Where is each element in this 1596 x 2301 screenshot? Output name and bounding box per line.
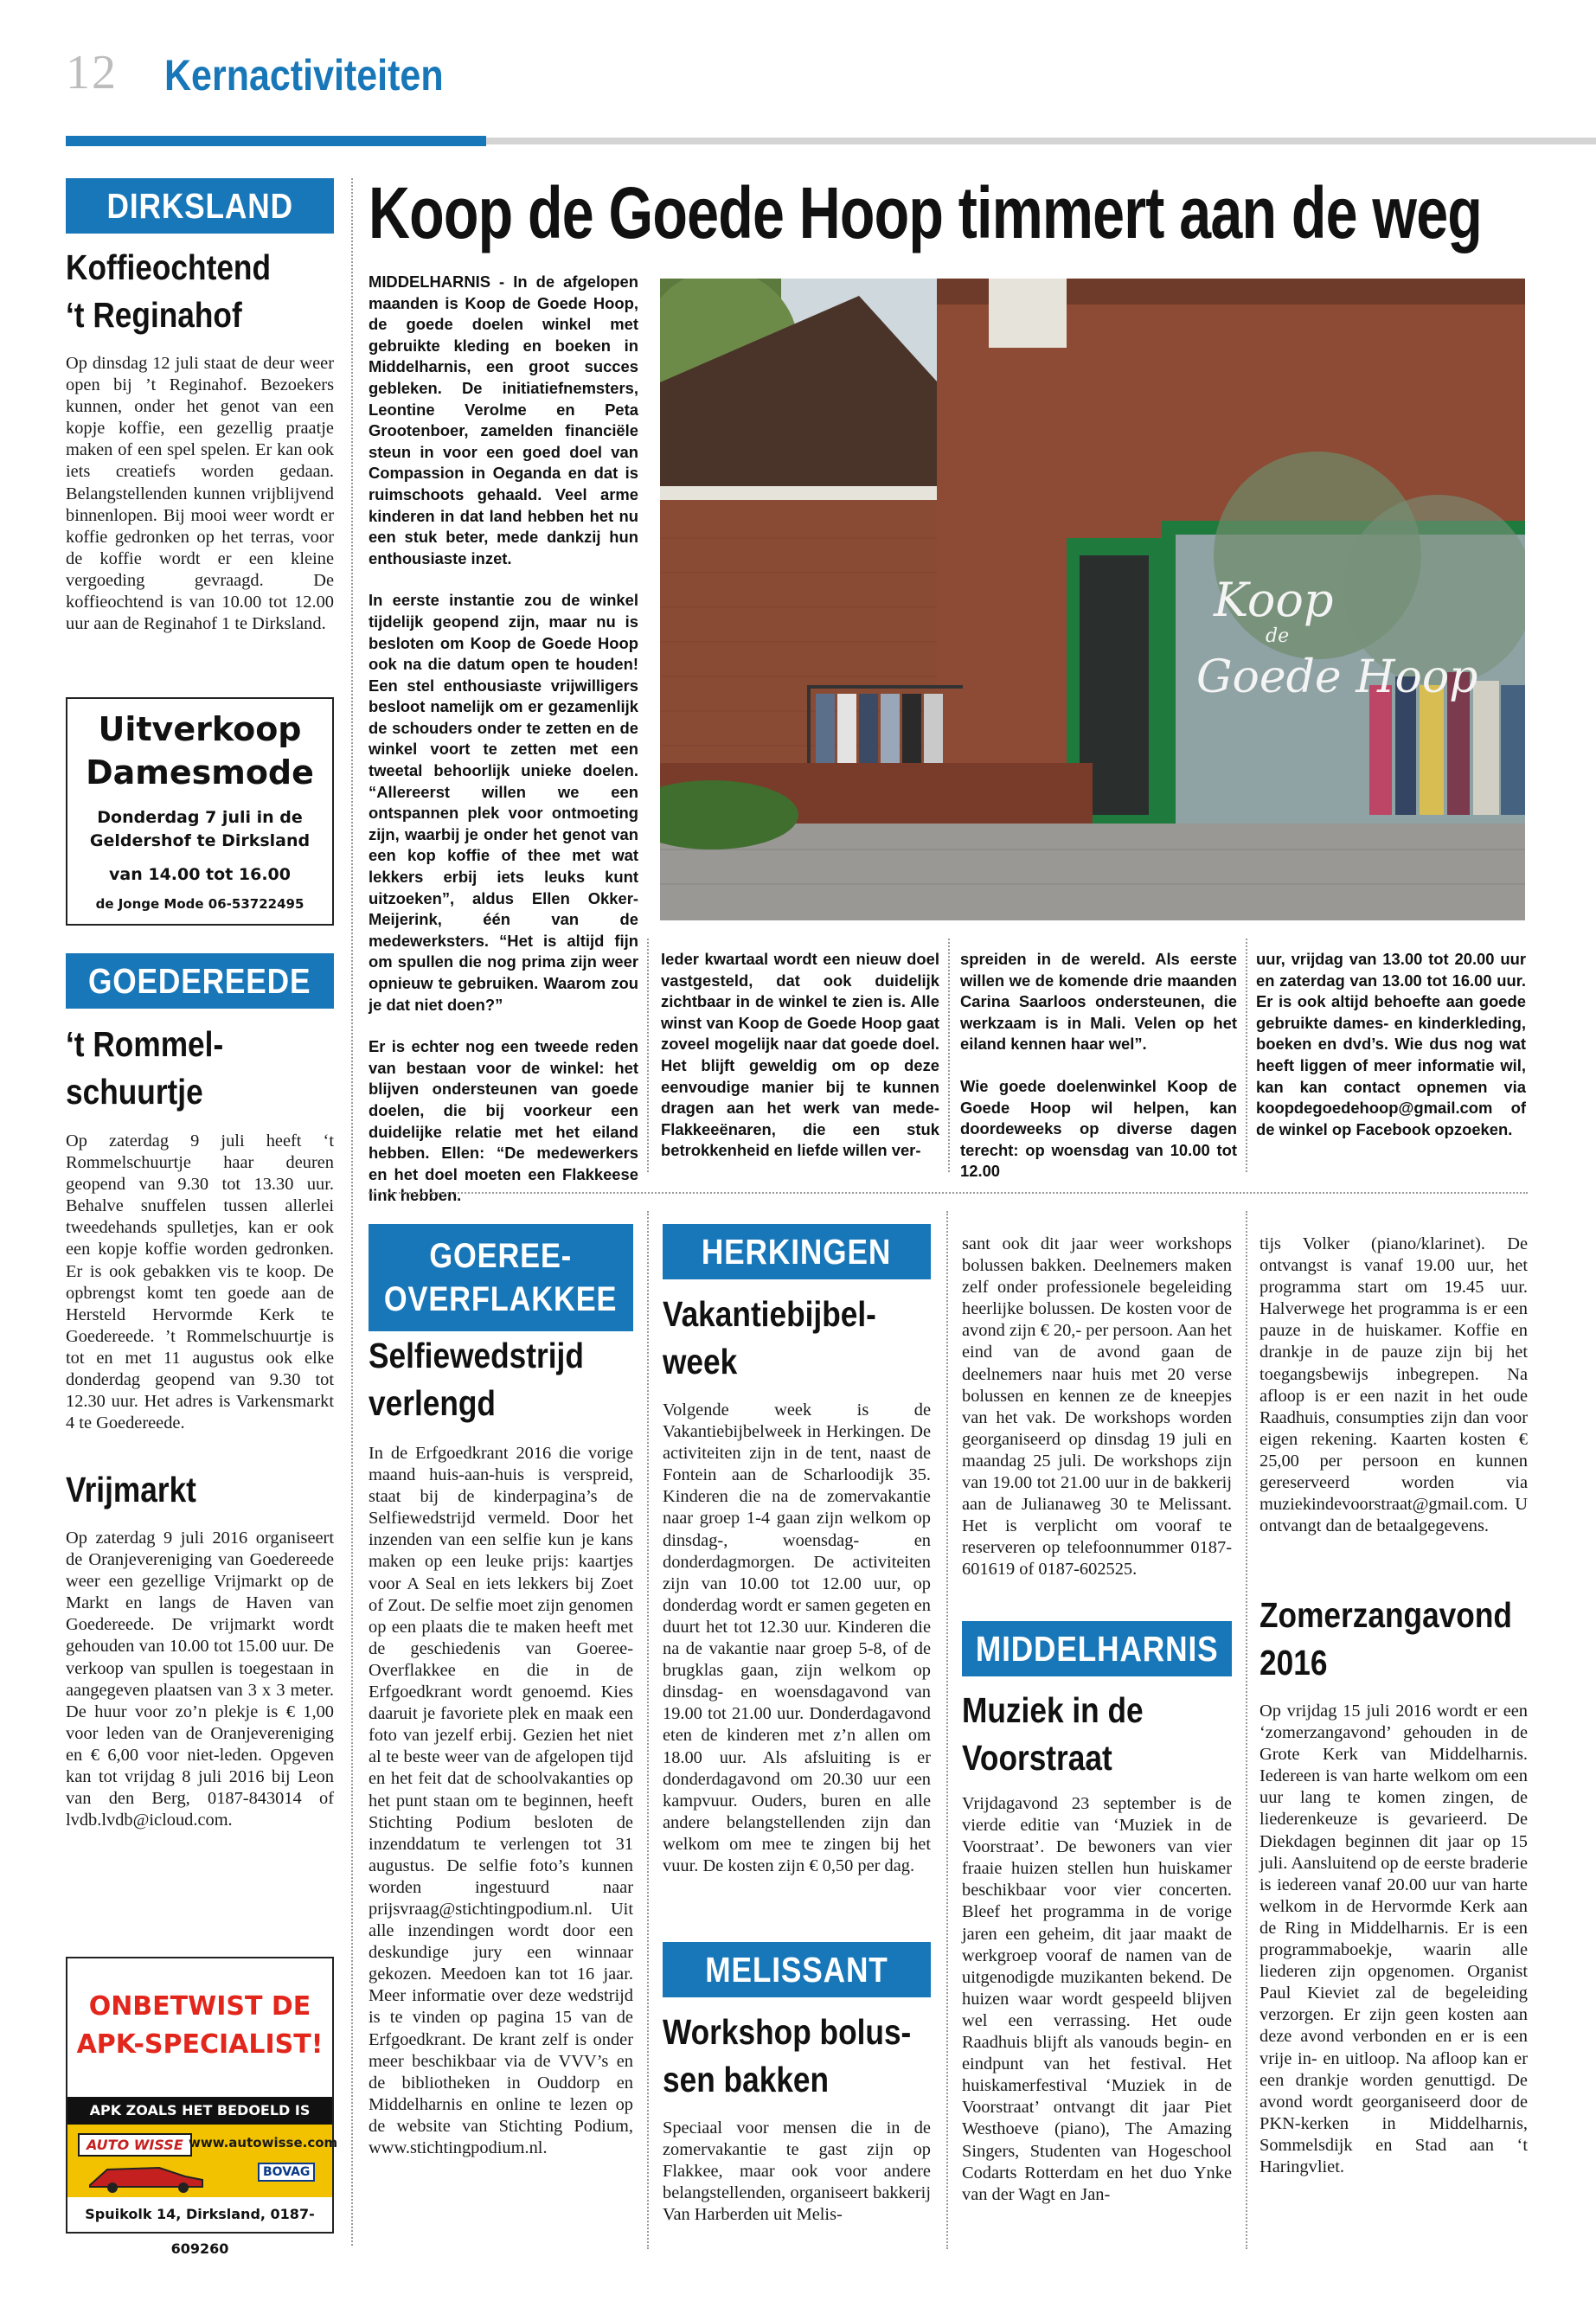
car-icon: [81, 2159, 211, 2194]
tag-middelharnis: MIDDELHARNIS: [962, 1621, 1232, 1676]
ad-apk-bovag-badge: BOVAG: [258, 2163, 315, 2182]
ad-apk-logo-band: [67, 2125, 338, 2197]
shop-sign-line1: Koop: [1214, 573, 1334, 627]
column-divider: [351, 178, 353, 2246]
headline-rommelschuurtje: ‘t Rommel- schuurtje: [66, 1024, 224, 1112]
article-muziek-voorstraat-continued: tijs Volker (piano/klarinet). De ontvangst is vanaf 19.00 uur, het programma start om 19.45 uur. Halverwege het programma is er een pauze in de huiskamer. Koffie en drankje in de pauze zijn bij het toegangsbewijs inbegrepen. Na afloop is er een nazit in het oude Raadhuis, consumpties zijn dan voor eigen rekening. Kaarten kosten € 25,00 per persoon en kunnen gereserveerd worden via muziekindevoorstraat@gmail.com. U ontvangt dan de betaalgegevens.: [1259, 1234, 1528, 1536]
shop-sign-line3: Goede Hoop: [1196, 651, 1478, 703]
ad-uitverkoop-location: Geldershof te Dirksland: [89, 831, 311, 850]
headline-vrijmarkt: Vrijmarkt: [66, 1470, 196, 1509]
article-workshop-bolussen: Speciaal voor mensen die in de zomervakantie te gast zijn op Flakkee, maar ook voor andere belangstellenden, organiseert bakkerij Van Harberden uit Melis-: [663, 2118, 931, 2225]
ad-uitverkoop-date: Donderdag 7 juli in de: [97, 808, 303, 827]
main-divider-3: [1246, 939, 1247, 1172]
main-divider-1: [647, 939, 649, 1172]
article-vakantiebijbelweek: Volgende week is de Vakantiebijbelweek in Herkingen. De activiteiten zijn in de tent, naast de Fontein aan de Scharloodijk 35. Kinderen die na de zomervakantie naar groep 1-4 gaan zijn welkom op dinsdag-, woensdag- en donderdagmorgen. De activiteiten zijn van 10.00 tot 12.00 uur, op donderdag wordt er samen gegeten en duurt het tot 12.30 uur. Kinderen die na de vakantie naar groep 5-8, of de brugklas gaan, zijn welkom op dinsdag- en woensdagavond van 19.00 tot 21.00 uur. Donderdagavond eten de kinderen met z’n allen om 18.00 uur. Als afsluiting is er donderdagavond om 20.30 uur een kampvuur. Ouders, buren en alle andere belangstellenden zijn dan welkom om mee te zingen bij het vuur. De kosten zijn € 0,50 per dag.: [663, 1400, 931, 1875]
main-column-3: spreiden in de wereld. Als eerste willen we de komende drie maanden Carina Saarloos ondersteunen, die werkzaam is in Mali. Velen op het eiland kennen haar wel”. Wie goede doelenwinkel Koop de Goede Hoop wil helpen, kan doordeweeks op diverse dagen terecht: op woensdag van 10.00 tot 12.00: [960, 950, 1237, 1181]
main-lead-column: [369, 272, 638, 1227]
main-lead-reason: Er is echter nog een tweede reden van bestaan voor de winkel: het blijven ondersteunen van goede doelen, die bij voorkeur een duidelijke relatie met het eiland hebben. Ellen: “De medewerkers en het doel moeten een Flakkeese link hebben.: [369, 1037, 638, 1205]
main-column-4: uur, vrijdag van 13.00 tot 20.00 uur en zaterdag van 13.00 tot 16.00 uur. Er is ook altijd behoefte aan goede gebruikte dames- en kinderkleding, boeken en dvd’s. Wie dus nog wat heeft liggen of meer informatie wil, kan kan contact opnemen via koopdegoedehoop@gmail.com of de winkel op Facebook opzoeken.: [1256, 950, 1526, 1138]
lower-divider-1: [647, 1211, 649, 2249]
ad-apk-address: Spuikolk 14, Dirksland, 0187-609260: [67, 2197, 332, 2232]
article-rommelschuurtje: Op zaterdag 9 juli heeft ‘t Rommelschuurtje haar deuren geopend van 9.30 tot 13.30 uur. Behalve snuffelen tussen allerlei tweedehands spulletjes, kan er ook een kopje koffie worden gedronken. Er is ook gebakken vis te koop. De opbrengst komt ten goede aan de Hersteld Hervormde Kerk te Goedereede. ’t Rommelschuurtje is tot en met 11 augustus ook elke donderdag geopend van 9.30 tot 12.30 uur. Het adres is Varkensmarkt 4 te Goedereede.: [66, 1131, 334, 1433]
main-headline: Koop de Goede Hoop timmert aan de weg: [369, 172, 1483, 253]
shop-sign-line2: de: [1266, 625, 1290, 647]
article-zomerzangavond: Op vrijdag 15 juli 2016 wordt er een ‘zomerzangavond’ gehouden in de Grote Kerk van Middelharnis. Iedereen is van harte welkom om een uur lang te komen zingen, de liederenkeuze is gevarieerd. De Diekdagen beginnen dit jaar op 15 juli. Aansluitend op de eerste braderie is iedereen vanaf 20.00 uur van harte welkom in de Hervormde Kerk aan de Ring in Middelharnis. Er is een programmaboekje, waarin alle liederen zijn opgenomen. Organist Paul Kieviet zal de begeleiding verzorgen. Er zijn geen kosten aan deze avond verbonden en er is een vrije in- en uitloop. Na afloop kan er een drankje worden genuttigd. De avond wordt georganiseerd door de PKN-kerken in Middelharnis, Sommelsdijk en Stad aan ‘t Haringvliet.: [1259, 1702, 1528, 2176]
headline-selfiewedstrijd: Selfiewedstrijd verlengd: [369, 1336, 584, 1423]
page-number: 12: [66, 46, 118, 99]
article-muziek-voorstraat: Vrijdagavond 23 september is de vierde editie van ‘Muziek in de Voorstraat’. De bewoners van vier fraaie huizen stellen hun huiskamer beschikbaar voor vier concerten. Bleef het programma in de vorige jaren een geheim, dit jaar maakt de werkgroep vooraf de namen van de uitgenodigde muzikanten bekend. De huizen waar wordt gespeeld blijven wel een verrassing. Het oude Raadhuis blijft als vanouds begin- en eindpunt van het festival. Het huiskamerfestival ‘Muziek in de Voorstraat’ ontvangt dit jaar Piet Westhoeve (piano), The Amazing Singers, Studenten van Hogeschool Codarts Rotterdam en het duo Ynke van der Wagt en Jan-: [962, 1794, 1232, 2204]
headline-koffieochtend: Koffieochtend ‘t Reginahof: [66, 247, 272, 335]
ad-uitverkoop-contact: de Jonge Mode 06-53722495: [95, 896, 304, 912]
header-rule-accent: [66, 136, 486, 146]
ad-apk-headline: ONBETWIST DE APK-SPECIALIST!: [76, 1991, 324, 2060]
shop-photo-drawing: [660, 279, 1525, 920]
tag-dirksland: DIRKSLAND: [66, 178, 334, 234]
article-koffieochtend: Op dinsdag 12 juli staat de deur weer open bij ’t Reginahof. Bezoekers kunnen, onder het genot van een kopje koffie, een gezellig praatje maken of een spel spelen. Er kan ook iets creatiefs worden gedaan. Belangstellenden kunnen vrijblijvend binnenlopen. Bij mooi weer wordt er koffie gedronken op het terras, voor de koffie wordt er een kleine vergoeding gevraagd. De koffieochtend is van 10.00 tot 12.00 uur aan de Reginahof 1 te Dirksland.: [66, 354, 334, 634]
ad-uitverkoop-subtitle: Damesmode: [86, 753, 314, 792]
ad-auto-wisse: [66, 1957, 338, 2257]
article-vrijmarkt: Op zaterdag 9 juli 2016 organiseert de Oranjevereniging van Goedereede weer een gezellige Vrijmarkt op de Markt en langs de Haven van Goedereede. De vrijmarkt wordt gehouden van 10.00 tot 15.00 uur. De verkoop van spullen is toegestaan in aangegeven plaatsen van 3 x 3 meter. De huur voor zo’n plekje is € 1,00 voor leden van de Oranjevereniging en € 6,00 voor niet-leden. Opgeven kan tot vrijdag 8 juli 2016 bij Leon van den Berg, 0187-843014 of lvdb.lvdb@icloud.com.: [66, 1529, 334, 1830]
headline-muziek-voorstraat: Muziek in de Voorstraat: [962, 1690, 1144, 1778]
shop-photo: [660, 279, 1525, 920]
ad-apk-brand-logo: AUTO WISSE: [78, 2133, 192, 2157]
ad-uitverkoop-title: Uitverkoop: [98, 710, 302, 748]
header-rule: [486, 138, 1596, 144]
ad-uitverkoop-damesmode: [66, 697, 334, 926]
main-lead-body: In eerste instantie zou de winkel tijdelijk geopend zijn, maar nu is besloten om Koop de Goede Hoop ook na die datum open te houden! Een stel enthousiaste vrijwilligers besloot namelijk om er gezamenlijk de schouders onder te zetten en de winkel voort te zetten met een tweetal behoorlijk unieke doelen. “Allereerst willen we een ontspannen plek voor ontmoeting zijn, waarbij je onder het genot van een kop koffie of thee met wat lekkers erbij iets leuks kunt uitzoeken”, aldus Ellen Okker-Meijerink, één van de medewerksters. “Het is altijd fijn om spullen die nog prima zijn weer opnieuw te gebruiken. Waarom zou je dat niet doen?”: [369, 591, 638, 1014]
section-title: Kernactiviteiten: [164, 51, 444, 99]
main-lead-intro: MIDDELHARNIS - In de afgelopen maanden is Koop de Goede Hoop, de goede doelen winkel met gebruikte kleding en boeken in Middelharnis, een groot succes gebleken. De initiatiefnemsters, Leontine Verolme en Peta Grootenboer, zamelden financiële steun in voor een goed doel van Compassion in Oeganda en dat is ruimschoots gehaald. Veel arme kinderen in dat land hebben het nu een stuk beter, mede dankzij hun enthousiaste inzet.: [369, 272, 638, 567]
tag-melissant: MELISSANT: [663, 1942, 931, 1997]
tag-herkingen: HERKINGEN: [663, 1224, 931, 1279]
tag-goeree-overflakkee: GOEREE- OVERFLAKKEE: [369, 1224, 633, 1331]
headline-vakantiebijbelweek: Vakantiebijbel- week: [663, 1294, 876, 1381]
article-selfiewedstrijd: In de Erfgoedkrant 2016 die vorige maand huis-aan-huis is verspreid, staat bij de kinderpagina’s de Selfiewedstrijd vermeld. Door het inzenden van een selfie kun je kans maken op een leuke prijs: kaartjes voor A Seal en iets lekkers bij Zoet of Zout. De selfie moet zijn genomen op een plaats die te maken heeft met de geschiedenis van Goeree-Overflakkee en die in de Erfgoedkrant wordt genoemd. Kies daaruit je favoriete plek en maak een foto van jezelf erbij. Gezien het niet al te beste weer van de afgelopen tijd en het feit dat de schoolvakanties op het punt staan om te beginnen, heeft Stichting Podium besloten de inzenddatum te verlengen tot 31 augustus. De selfie foto’s kunnen worden ingestuurd naar prijsvraag@stichtingpodium.nl. Uit alle inzendingen wordt door een deskundige jury een winnaar gekozen. Meedoen kan tot 16 jaar. Meer informatie over deze wedstrijd is te vinden op pagina 15 van de Erfgoedkrant. De krant zelf is onder meer beschikbaar via de VVV’s en de bibliotheken in Ouddorp en Middelharnis en online te lezen op de website van Stichting Podium, www.stichtingpodium.nl.: [369, 1444, 633, 2157]
ad-uitverkoop-time: van 14.00 tot 16.00: [109, 865, 291, 884]
tag-goedereede: GOEDEREEDE: [66, 953, 334, 1009]
ad-apk-banner: APK ZOALS HET BEDOELD IS: [67, 2097, 332, 2125]
headline-workshop-bolussen: Workshop bolus- sen bakken: [663, 2012, 912, 2099]
article-workshop-continued: sant ook dit jaar weer workshops bolussen bakken. Deelnemers maken zelf onder professionele begeleiding heerlijke bolussen. De kosten voor de avond zijn € 20,- per persoon. Aan het eind van de avond gaan de deelnemers naar huis met 20 verse bolussen en kennen ze de kneepjes van het vak. De workshops worden georganiseerd op dinsdag 19 juli en maandag 25 juli. De workshops zijn van 19.00 tot 21.00 uur in de bakkerij aan de Julianaweg 30 te Melissant. Het is verplicht om vooraf te reserveren op telefoonnummer 0187-601619 of 0187-602525.: [962, 1234, 1233, 1580]
lower-divider-2: [946, 1211, 948, 2249]
main-column-2: Ieder kwartaal wordt een nieuw doel vastgesteld, dat ook duidelijk zichtbaar in de winkel te zien is. Alle winst van Koop de Goede Hoop gaat zoveel mogelijk naar dat goede doel. Het blijft geweldig om op deze eenvoudige manier bij te kunnen dragen aan het werk van mede-Flakkeeënaren, die een stuk betrokkenheid en liefde willen ver-: [661, 950, 939, 1160]
main-divider-2: [948, 939, 950, 1172]
ad-apk-url: www.autowisse.com: [189, 2135, 338, 2150]
headline-zomerzangavond: Zomerzangavond 2016: [1259, 1595, 1512, 1682]
lower-divider-3: [1246, 1211, 1247, 2249]
main-article-bottom-rule: [369, 1192, 1528, 1194]
